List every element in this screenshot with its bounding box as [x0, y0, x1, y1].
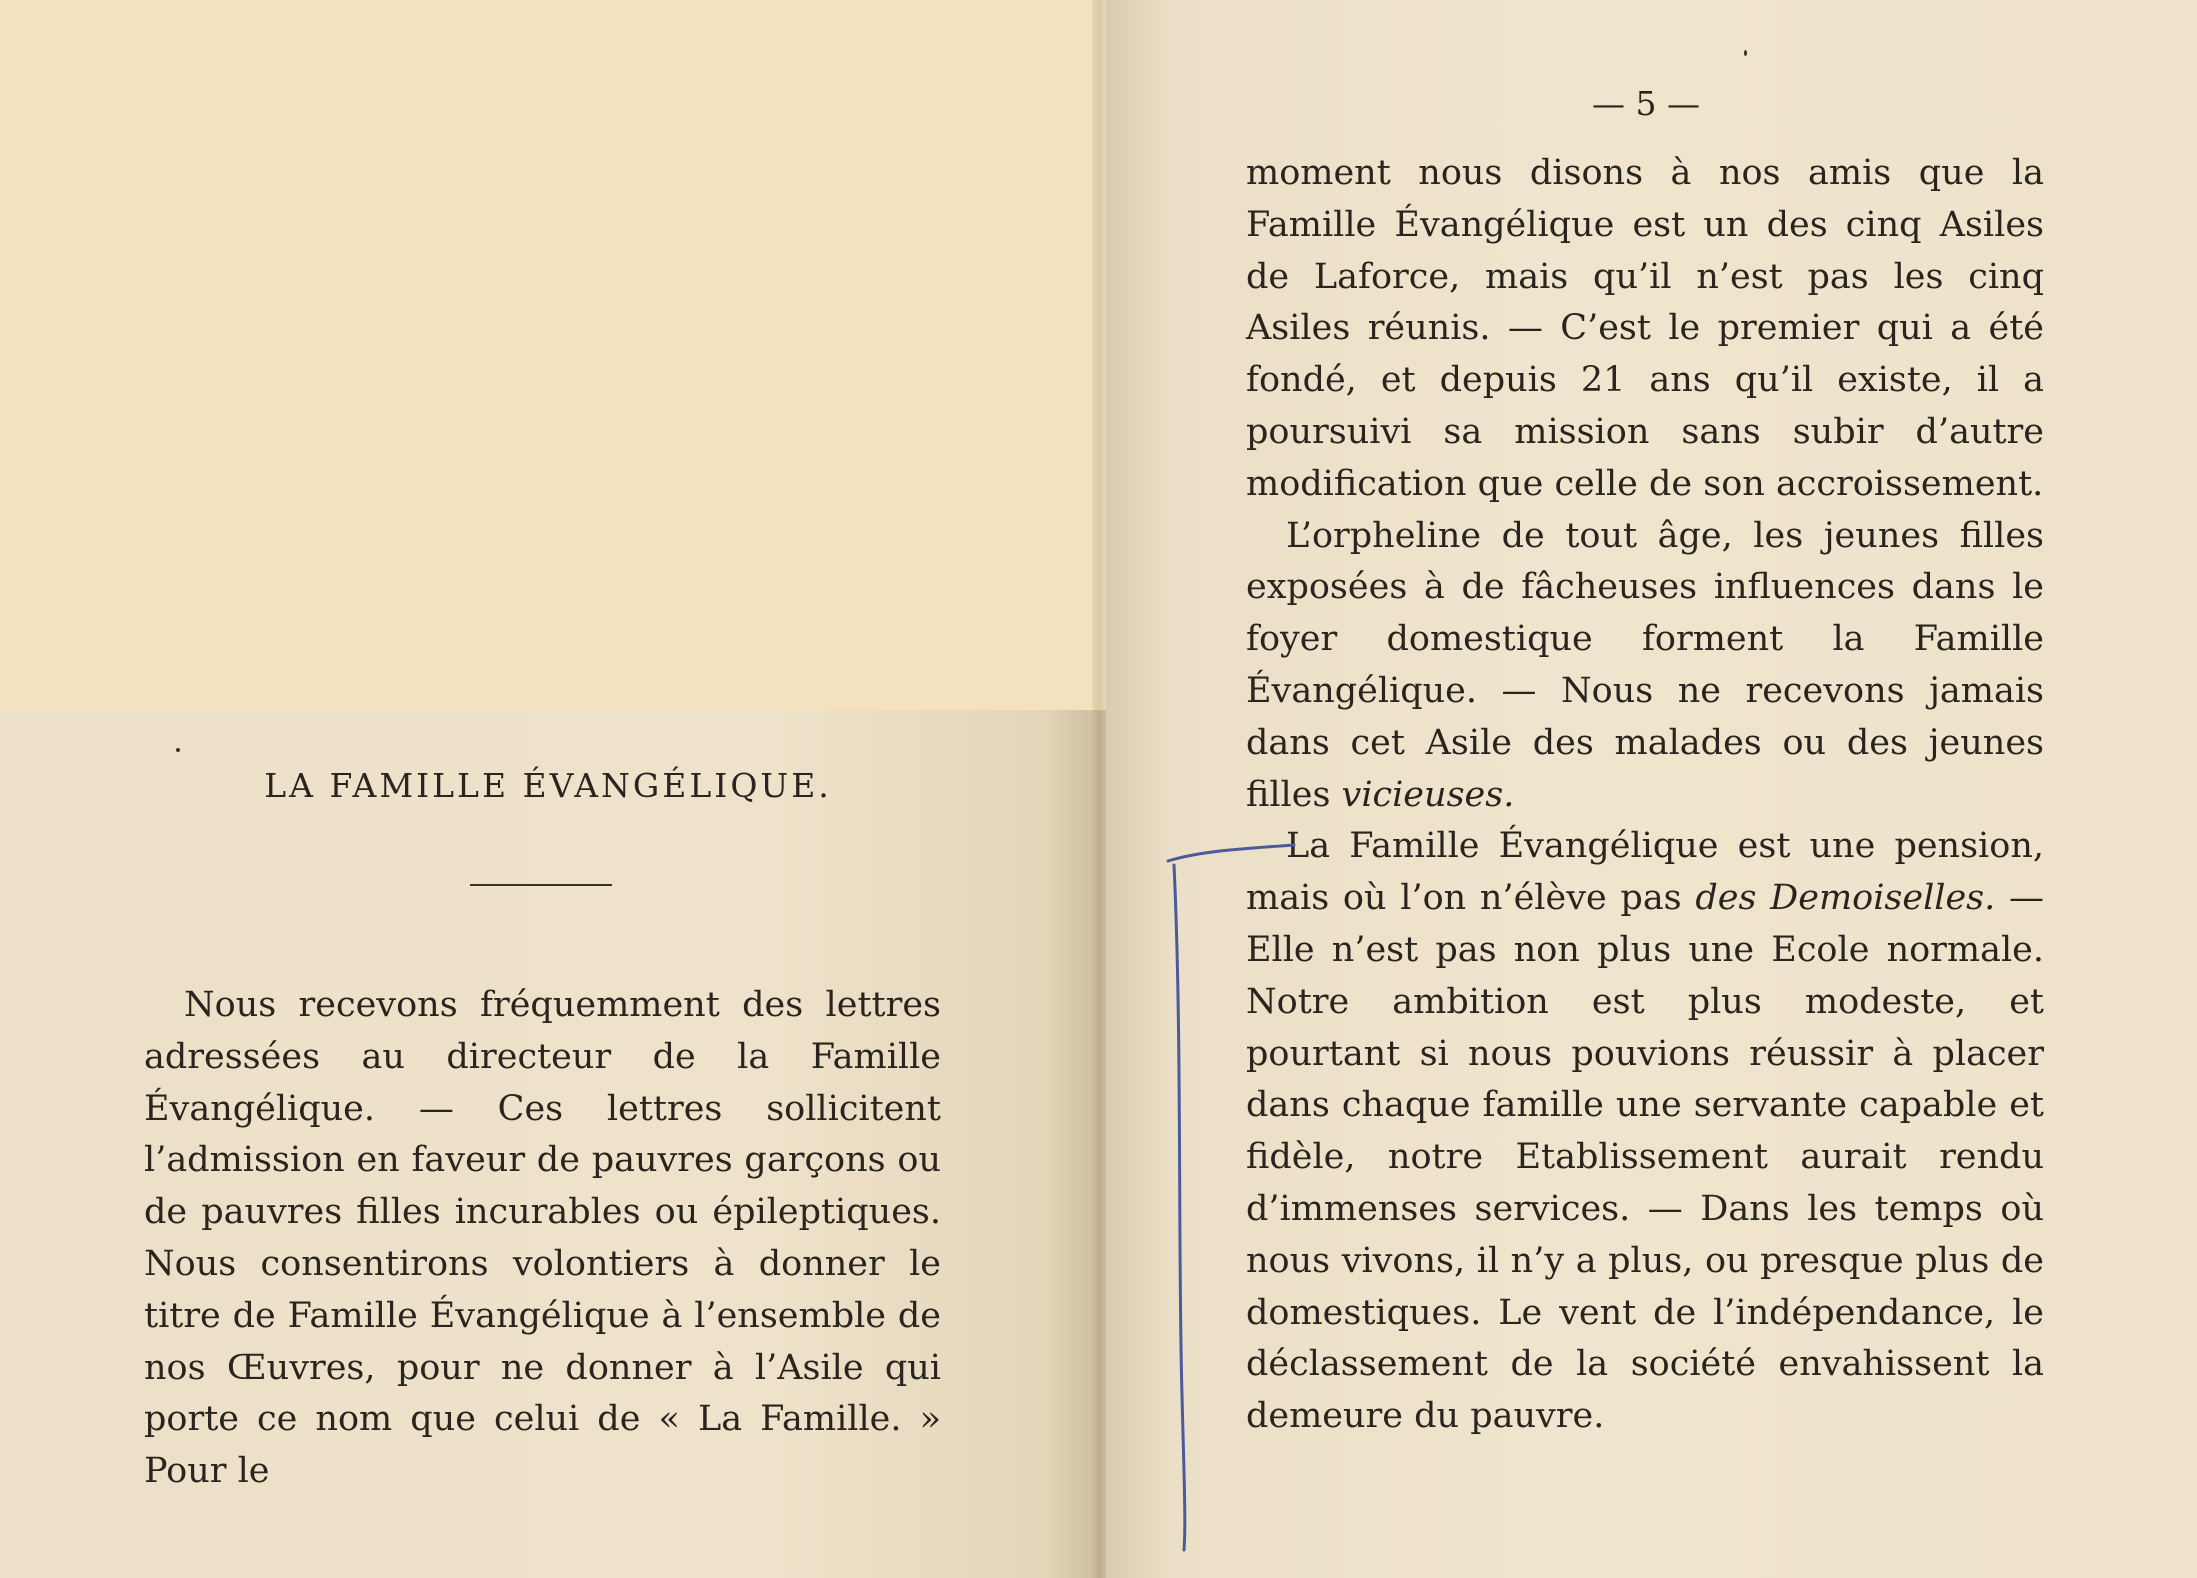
right-paragraph-2-text: L’orpheline de tout âge, les jeunes filles exposées à de fâcheuses influences dans le foyer domestique forment la Famille Évangélique. — Nous ne recevons jamais dans cet Asile des malades ou des jeunes filles — [1246, 515, 2044, 815]
right-paragraph-3-start: La Famille Évangélique est une pension, mais où l’on n’élève pas — [1246, 826, 2044, 919]
ink-speck — [176, 748, 180, 752]
right-page-text — [1246, 148, 2044, 1443]
left-page-blank-area — [0, 0, 1098, 710]
page-number: — 5 — — [1592, 84, 1700, 123]
right-paragraph-2-italic: vicieuses. — [1341, 774, 1515, 815]
pen-bracket-mark — [1160, 835, 1320, 1555]
title-rule — [470, 884, 612, 886]
right-paragraph-3 — [1246, 821, 2044, 1443]
left-paragraph: Nous recevons fréquemment des lettres adressées au directeur de la Famille Évangélique. — Ces lettres sollicitent l’admission en faveur de pauvres garçons ou de pauvres filles incurables ou épileptiques. Nous consentirons volontiers à donner le titre de Famille Évangélique à l’ensemble de nos Œuvres, pour ne donner à l’Asile qui porte ce nom que celui de « La Famille. » Pour le — [144, 985, 941, 1492]
right-paragraph-1: moment nous disons à nos amis que la Famille Évangélique est un des cinq Asiles de Laforce, mais qu’il n’est pas les cinq Asiles réunis. — C’est le premier qui a été fondé, et depuis 21 ans qu’il existe, il a poursuivi sa mission sans subir d’autre modification que celle de son accroissement. — [1246, 153, 2044, 504]
right-paragraph-3-italic: des Demoiselles. — [1695, 878, 1996, 919]
ink-speck — [1744, 50, 1747, 56]
section-title: LA FAMILLE ÉVANGÉLIQUE. — [264, 766, 832, 805]
left-page-text — [144, 980, 941, 1498]
right-paragraph-3-end: — Elle n’est pas non plus une Ecole normale. Notre ambition est plus modeste, et pourtant si nous pouvions réussir à placer dans chaque famille une servante capable et fidèle, notre Etablissement aurait rendu d’immenses services. — Dans les temps où nous vivons, il n’y a plus, ou presque plus de domestiques. Le vent de l’indépendance, le déclassement de la société envahissent la demeure du pauvre. — [1246, 878, 2045, 1437]
gutter-top — [1092, 0, 1106, 710]
right-paragraph-2 — [1246, 511, 2044, 822]
pen-bracket-stroke — [1168, 845, 1294, 1550]
